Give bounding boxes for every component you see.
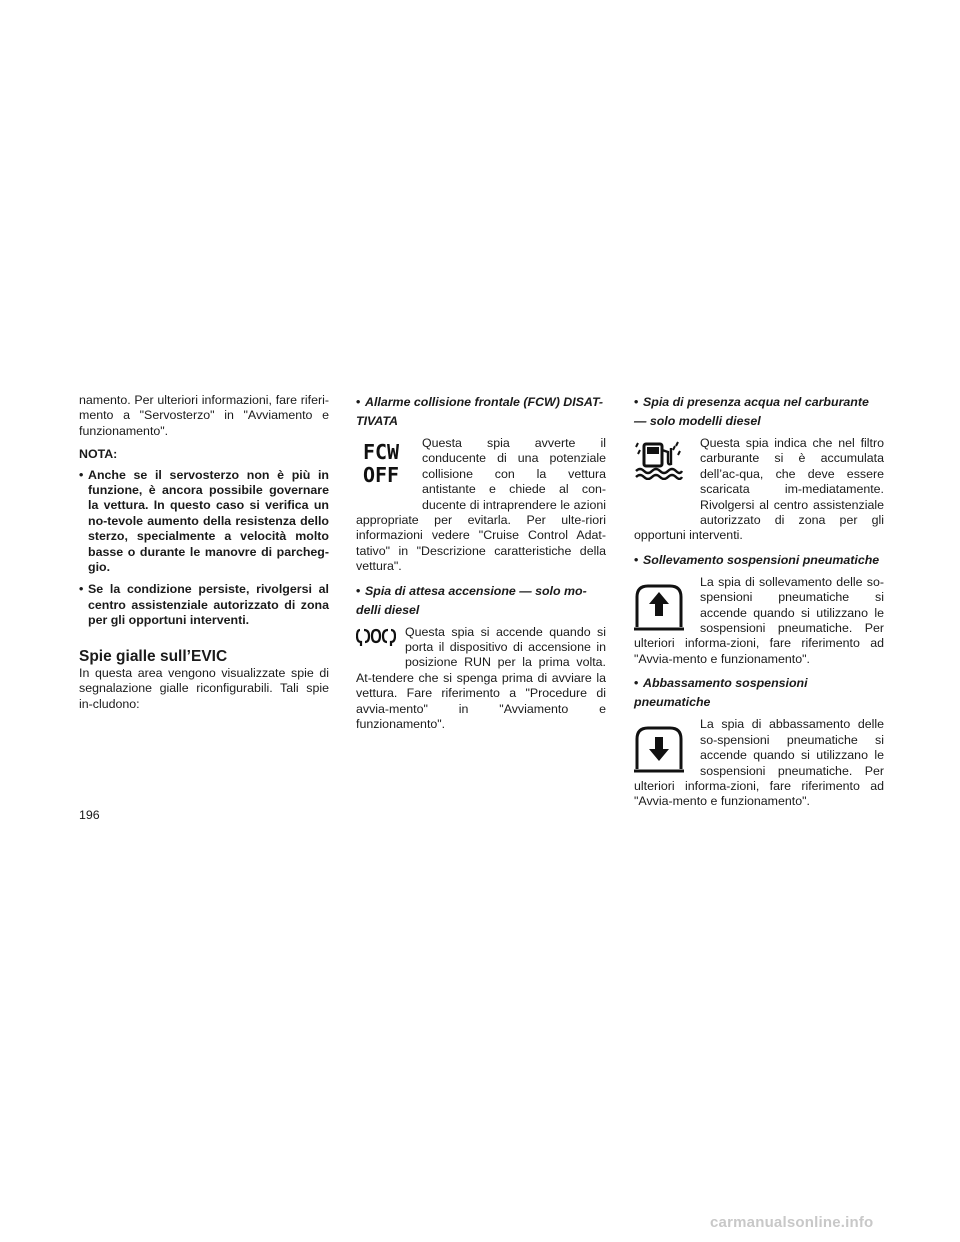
glow-plug-icon [356, 627, 396, 649]
fcw-heading [356, 393, 606, 431]
bullet-dot: • [79, 582, 84, 597]
bullet-dot: • [79, 467, 84, 482]
fcw-off-icon [356, 438, 406, 488]
fcw-heading-line2: TIVATA [356, 414, 398, 428]
bullet-dot: • [634, 552, 639, 567]
water-entry [634, 436, 884, 544]
note-bullet-text: Anche se il servosterzo non è più in funzione, è ancora possibile governare la vettura. In questo caso si verifica un no-tevole aumento della resistenza dello sterzo, specialmente a velocità molto basse o durante le manovre di parcheg-gio. [88, 467, 329, 575]
note-bullet-1 [79, 468, 329, 576]
suspension-lower-icon [634, 725, 684, 775]
lower-heading [634, 674, 884, 712]
watermark: carmanualsonline.info [710, 1214, 874, 1231]
glow-heading-line2: delli diesel [356, 602, 420, 617]
note-bullet-text: Se la condizione persiste, rivolgersi al centro assistenziale autorizzato di zona per gli opportuni interventi. [88, 582, 329, 628]
suspension-raise-icon [634, 583, 684, 633]
note-bullet-2 [79, 582, 329, 628]
bullet-dot: • [356, 583, 361, 598]
glow-heading-line1: Spia di attesa accensione — solo mo- [365, 583, 587, 598]
column-middle [356, 393, 606, 733]
raise-heading-line1: Sollevamento sospensioni pneumatiche [643, 552, 880, 567]
fcw-icon-line2: OFF [362, 463, 400, 487]
section-title: Spie gialle sull’EVIC [79, 647, 228, 665]
glow-entry [356, 625, 606, 733]
water-heading-line2: — solo modelli diesel [634, 414, 761, 428]
fcw-text-content: Questa spia avverte il conducente di una potenziale collisione con la vettura antistante e chiede al con-ducente di intraprendere le azioni appropriate per evitarla. Per ulte-riori informazioni vedere "Cruise Control Adat-tativo" in "Descrizione caratteristiche della vettura". [356, 436, 606, 574]
water-text-content: Questa spia indica che nel filtro carburante si è accumulata dell’ac-qua, che deve essere scaricata im-mediatamente. Rivolgersi al centro assistenziale autorizzato di zona per gli opportuni interventi. [634, 436, 884, 543]
column-left [79, 393, 329, 712]
water-heading-line1: Spia di presenza acqua nel carburante [643, 395, 869, 409]
glow-text-content: Questa spia si accende quando si porta il dispositivo di accensione in posizione RUN per la prima volta. At-tendere che si spenga prima di avviare la vettura. Fare riferimento a "Procedure di avvia-mento" in "Avviamento e funzionamento". [356, 624, 606, 732]
page-number: 196 [79, 808, 100, 822]
lower-entry [634, 717, 884, 809]
lower-heading-line2: pneumatiche [634, 695, 711, 710]
fcw-heading-line1: Allarme collisione frontale (FCW) DISAT- [365, 395, 603, 409]
raise-text-content: La spia di sollevamento delle so-spensioni pneumatiche si accende quando si utilizzano le sospensioni pneumatiche. Per ulteriori informa-zioni, fare riferimento ad "Avvia-mento e funzionamento". [634, 574, 884, 666]
column-right [634, 393, 884, 810]
lower-text-content: La spia di abbassamento delle so-spensioni pneumatiche si accende quando si utilizzano le sospensioni pneumatiche. Per ulteriori informa-zioni, fare riferimento ad "Avvia-mento e funzionamento". [634, 717, 884, 809]
water-in-fuel-icon [634, 438, 684, 480]
raise-entry [634, 575, 884, 667]
bullet-dot: • [634, 676, 639, 691]
fcw-entry [356, 436, 606, 575]
raise-heading [634, 551, 884, 570]
fcw-icon-line1: FCW [362, 440, 400, 464]
water-heading [634, 393, 884, 431]
bullet-dot: • [634, 395, 639, 409]
nota-label: NOTA: [79, 447, 118, 462]
intro-paragraph: namento. Per ulteriori informazioni, fare riferi-mento a "Servosterzo" in "Avviamento e funzionamento". [79, 393, 329, 438]
lower-heading-line1: Abbassamento sospensioni [643, 676, 808, 691]
glow-heading [356, 582, 606, 620]
bullet-dot: • [356, 395, 361, 409]
section-text: In questa area vengono visualizzate spie di segnalazione gialle riconfigurabili. Tali spie in-cludono: [79, 665, 329, 711]
